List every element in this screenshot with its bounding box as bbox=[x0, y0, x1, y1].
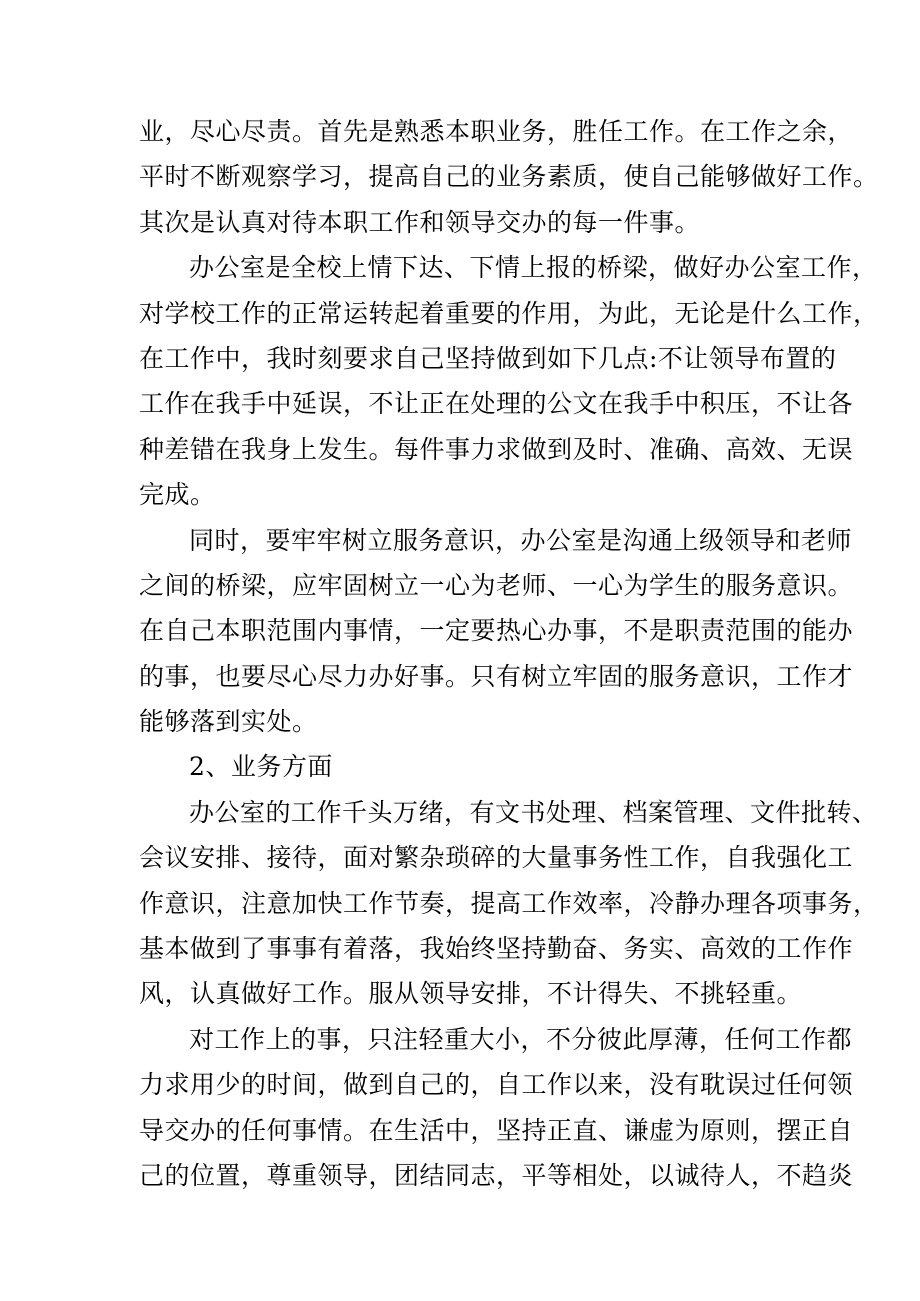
paragraph-3 bbox=[139, 518, 854, 745]
text-line: 己的位置，尊重领导，团结同志，平等相处，以诚待人，不趋炎 bbox=[139, 1160, 854, 1190]
text-line: 基本做到了事事有着落，我始终坚持勤奋、务实、高效的工作作 bbox=[139, 934, 854, 964]
paragraph-2 bbox=[139, 245, 879, 517]
text-line: 在自己本职范围内事情，一定要热心办事，不是职责范围的能办 bbox=[139, 616, 854, 646]
text-line: 同时，要牢牢树立服务意识，办公室是沟通上级领导和老师 bbox=[189, 525, 853, 555]
paragraph-5 bbox=[139, 1017, 854, 1199]
text-line: 对学校工作的正常运转起着重要的作用，为此，无论是什么工作， bbox=[139, 298, 879, 328]
document-body bbox=[139, 109, 879, 1198]
paragraph-1 bbox=[139, 109, 879, 245]
section-heading bbox=[139, 744, 789, 789]
text-line: 办公室是全校上情下达、下情上报的桥梁，做好办公室工作， bbox=[189, 253, 878, 283]
text-line: 在工作中，我时刻要求自己坚持做到如下几点:不让领导布置的 bbox=[139, 343, 837, 373]
heading-line: 2、业务方面 bbox=[189, 752, 333, 782]
text-line: 会议安排、接待，面对繁杂琐碎的大量事务性工作，自我强化工 bbox=[139, 843, 854, 873]
text-line: 对工作上的事，只注轻重大小，不分彼此厚薄，任何工作都 bbox=[189, 1024, 853, 1054]
text-line: 完成。 bbox=[139, 480, 216, 510]
text-line: 风，认真做好工作。服从领导安排，不计得失、不挑轻重。 bbox=[139, 979, 803, 1009]
text-line: 工作在我手中延误，不让正在处理的公文在我手中积压，不让各 bbox=[139, 389, 854, 419]
text-line: 导交办的任何事情。在生活中，坚持正直、谦虚为原则，摆正自 bbox=[139, 1115, 854, 1145]
text-line: 的事，也要尽心尽力办好事。只有树立牢固的服务意识，工作才 bbox=[139, 661, 854, 691]
text-line: 平时不断观察学习，提高自己的业务素质，使自己能够做好工作。 bbox=[139, 162, 879, 192]
text-line: 作意识，注意加快工作节奏，提高工作效率，冷静办理各项事务， bbox=[139, 888, 879, 918]
text-line: 力求用少的时间，做到自己的，自工作以来，没有耽误过任何领 bbox=[139, 1070, 854, 1100]
text-line: 能够落到实处。 bbox=[139, 707, 318, 737]
text-line: 之间的桥梁，应牢固树立一心为老师、一心为学生的服务意识。 bbox=[139, 570, 854, 600]
text-line: 办公室的工作千头万绪，有文书处理、档案管理、文件批转、 bbox=[189, 797, 878, 827]
text-line: 其次是认真对待本职工作和领导交办的每一件事。 bbox=[139, 207, 701, 237]
text-line: 种差错在我身上发生。每件事力求做到及时、准确、高效、无误 bbox=[139, 434, 854, 464]
paragraph-4 bbox=[139, 790, 879, 1017]
text-line: 业，尽心尽责。首先是熟悉本职业务，胜任工作。在工作之余， bbox=[139, 117, 854, 146]
